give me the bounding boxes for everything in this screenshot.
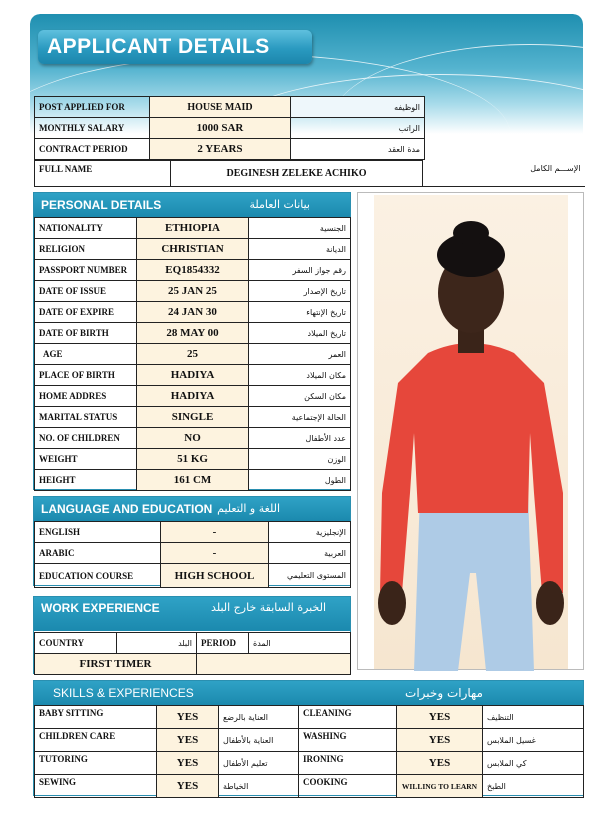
- country-label-ar: البلد: [117, 633, 197, 654]
- period-label: PERIOD: [197, 633, 249, 654]
- contract-row: [35, 139, 425, 160]
- personal-details-header: [34, 193, 350, 217]
- work-header: [34, 597, 350, 631]
- skills-row: [35, 752, 584, 775]
- personal-row: [35, 344, 351, 365]
- skills-title-ar: مهارات وخبرات: [405, 686, 483, 700]
- post-label: POST APPLIED FOR: [35, 97, 150, 118]
- personal-row: [35, 428, 351, 449]
- work-table: [34, 632, 351, 675]
- skill-label: WASHING: [299, 729, 397, 752]
- skills-row: [35, 729, 584, 752]
- full-name-label-ar: الإســـم الكامل: [423, 161, 585, 187]
- skill-value: YES: [157, 729, 219, 752]
- language-row: [35, 564, 351, 588]
- personal-label-ar: مكان الميلاد: [249, 365, 351, 386]
- language-label-ar: الإنجليزية: [269, 522, 351, 543]
- person-figure: [358, 193, 585, 671]
- personal-value: HADIYA: [137, 365, 249, 386]
- personal-row: [35, 407, 351, 428]
- personal-label-ar: تاريخ الميلاد: [249, 323, 351, 344]
- post-value: HOUSE MAID: [150, 97, 291, 118]
- personal-value: NO: [137, 428, 249, 449]
- skill-value: YES: [397, 752, 483, 775]
- personal-value: SINGLE: [137, 407, 249, 428]
- personal-details-title: PERSONAL DETAILS: [41, 198, 162, 212]
- post-row: [35, 97, 425, 118]
- skill-label: CLEANING: [299, 706, 397, 729]
- personal-details-title-ar: بيانات العاملة: [249, 198, 310, 211]
- skills-row: [35, 775, 584, 798]
- skill-value: WILLING TO LEARN: [397, 775, 483, 798]
- personal-row: [35, 323, 351, 344]
- personal-row: [35, 260, 351, 281]
- salary-label-ar: الراتب: [291, 118, 425, 139]
- language-title-ar: اللغة و التعليم: [217, 502, 280, 515]
- top-info-table: [34, 96, 425, 160]
- personal-label: PLACE OF BIRTH: [35, 365, 137, 386]
- applicant-photo: [357, 192, 584, 670]
- language-label: ENGLISH: [35, 522, 161, 543]
- period-label-ar: المدة: [249, 633, 351, 654]
- skill-label: COOKING: [299, 775, 397, 798]
- work-title-ar: الخبرة السابقة خارج البلد: [211, 601, 326, 614]
- personal-value: ETHIOPIA: [137, 218, 249, 239]
- language-title: LANGUAGE AND EDUCATION: [41, 502, 213, 516]
- language-value: -: [161, 522, 269, 543]
- country-label: COUNTRY: [35, 633, 117, 654]
- work-title: WORK EXPERIENCE: [41, 601, 160, 615]
- personal-row: [35, 239, 351, 260]
- personal-row: [35, 302, 351, 323]
- personal-label-ar: تاريخ الإنتهاء: [249, 302, 351, 323]
- personal-label: PASSPORT NUMBER: [35, 260, 137, 281]
- skill-label: IRONING: [299, 752, 397, 775]
- personal-label: DATE OF BIRTH: [35, 323, 137, 344]
- personal-label-ar: الحالة الإجتماعية: [249, 407, 351, 428]
- skill-label: BABY SITTING: [35, 706, 157, 729]
- personal-label: HOME ADDRES: [35, 386, 137, 407]
- skills-table: [34, 705, 584, 798]
- skill-label-ar: العناية بالأطفال: [219, 729, 299, 752]
- personal-value: 28 MAY 00: [137, 323, 249, 344]
- personal-row: [35, 470, 351, 491]
- personal-value: HADIYA: [137, 386, 249, 407]
- skill-label: TUTORING: [35, 752, 157, 775]
- personal-label: RELIGION: [35, 239, 137, 260]
- personal-label-ar: العمر: [249, 344, 351, 365]
- personal-value: 25 JAN 25: [137, 281, 249, 302]
- personal-row: [35, 449, 351, 470]
- skill-value: YES: [397, 729, 483, 752]
- personal-label: NATIONALITY: [35, 218, 137, 239]
- skills-header: [34, 681, 583, 705]
- skill-value: YES: [157, 706, 219, 729]
- personal-label: WEIGHT: [35, 449, 137, 470]
- personal-label: NO. OF CHILDREN: [35, 428, 137, 449]
- contract-label: CONTRACT PERIOD: [35, 139, 150, 160]
- skill-label-ar: الطبخ: [483, 775, 584, 798]
- skill-label-ar: غسيل الملابس: [483, 729, 584, 752]
- full-name-label: FULL NAME: [35, 161, 171, 187]
- language-label-ar: العربية: [269, 543, 351, 564]
- personal-label-ar: عدد الأطفال: [249, 428, 351, 449]
- personal-row: [35, 386, 351, 407]
- personal-value: 25: [137, 344, 249, 365]
- language-value: -: [161, 543, 269, 564]
- skill-label-ar: كي الملابس: [483, 752, 584, 775]
- language-row: [35, 522, 351, 543]
- language-table: [34, 521, 351, 588]
- skill-label-ar: العناية بالرضع: [219, 706, 299, 729]
- contract-label-ar: مدة العقد: [291, 139, 425, 160]
- personal-value: 51 KG: [137, 449, 249, 470]
- personal-label: AGE: [35, 344, 137, 365]
- personal-label-ar: الطول: [249, 470, 351, 491]
- skill-label-ar: التنظيف: [483, 706, 584, 729]
- personal-value: 161 CM: [137, 470, 249, 491]
- personal-value: EQ1854332: [137, 260, 249, 281]
- contract-value: 2 YEARS: [150, 139, 291, 160]
- language-header: [34, 497, 350, 521]
- language-value: HIGH SCHOOL: [161, 564, 269, 588]
- salary-label: MONTHLY SALARY: [35, 118, 150, 139]
- skill-value: YES: [397, 706, 483, 729]
- personal-label: DATE OF EXPIRE: [35, 302, 137, 323]
- skill-label: CHILDREN CARE: [35, 729, 157, 752]
- personal-label-ar: تاريخ الإصدار: [249, 281, 351, 302]
- skill-label: SEWING: [35, 775, 157, 798]
- full-name-value: DEGINESH ZELEKE ACHIKO: [171, 161, 423, 187]
- personal-label-ar: الوزن: [249, 449, 351, 470]
- skill-label-ar: الخياطة: [219, 775, 299, 798]
- full-name-table: [34, 160, 585, 187]
- skills-row: [35, 706, 584, 729]
- personal-label: HEIGHT: [35, 470, 137, 491]
- personal-details-table: [34, 217, 351, 491]
- personal-row: [35, 281, 351, 302]
- page-title: APPLICANT DETAILS: [38, 30, 312, 64]
- post-label-ar: الوظيفه: [291, 97, 425, 118]
- salary-value: 1000 SAR: [150, 118, 291, 139]
- language-label: EDUCATION COURSE: [35, 564, 161, 588]
- skill-value: YES: [157, 752, 219, 775]
- personal-label-ar: رقم جواز السفر: [249, 260, 351, 281]
- skills-title: SKILLS & EXPERIENCES: [53, 686, 194, 700]
- personal-label-ar: الجنسية: [249, 218, 351, 239]
- personal-label: MARITAL STATUS: [35, 407, 137, 428]
- personal-row: [35, 218, 351, 239]
- language-label: ARABIC: [35, 543, 161, 564]
- personal-value: 24 JAN 30: [137, 302, 249, 323]
- personal-label: DATE OF ISSUE: [35, 281, 137, 302]
- personal-label-ar: الديانة: [249, 239, 351, 260]
- work-value: FIRST TIMER: [35, 654, 197, 675]
- work-period-value: [197, 654, 351, 675]
- language-row: [35, 543, 351, 564]
- salary-row: [35, 118, 425, 139]
- personal-label-ar: مكان السكن: [249, 386, 351, 407]
- language-label-ar: المستوى التعليمي: [269, 564, 351, 588]
- skill-value: YES: [157, 775, 219, 798]
- personal-value: CHRISTIAN: [137, 239, 249, 260]
- personal-row: [35, 365, 351, 386]
- skill-label-ar: تعليم الأطفال: [219, 752, 299, 775]
